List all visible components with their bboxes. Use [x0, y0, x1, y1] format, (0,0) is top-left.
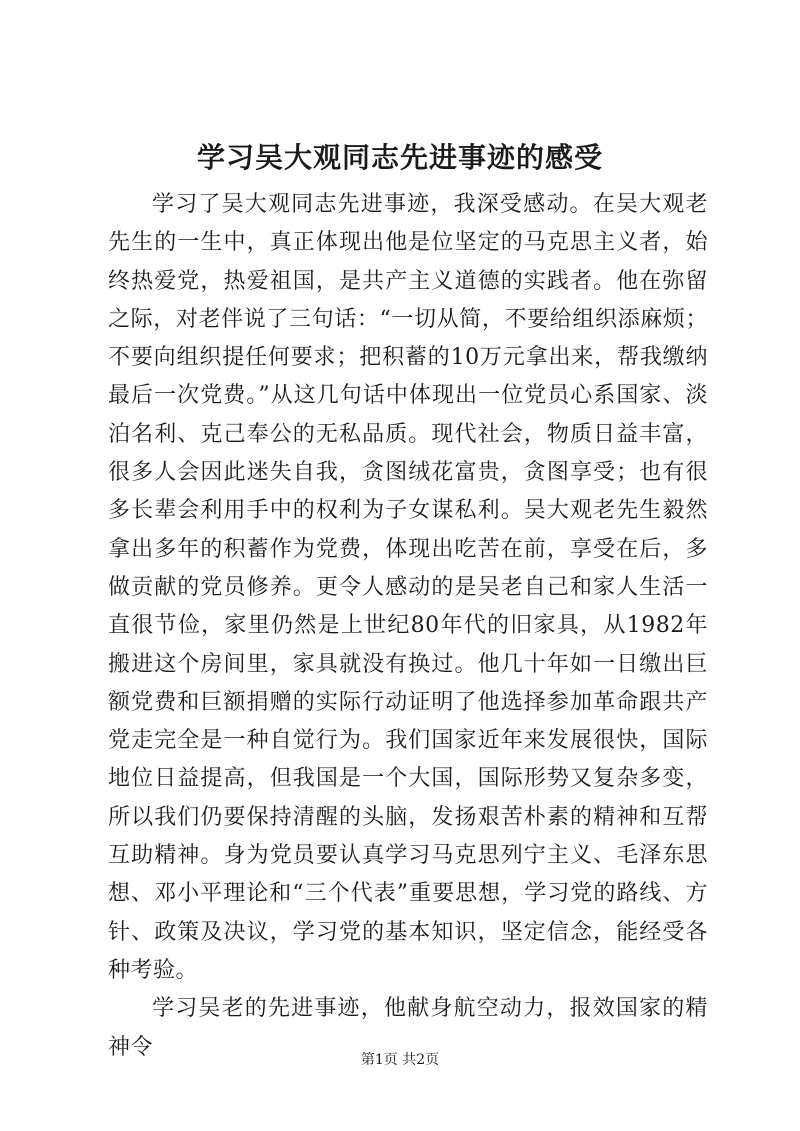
document-body	[108, 186, 708, 1067]
page-title: 学习吴大观同志先进事迹的感受	[196, 141, 603, 174]
paragraph-2: 学习吴老的先进事迹，他献身航空动力，报效国家的精神令	[108, 996, 708, 1060]
paragraph-1: 学习了吴大观同志先进事迹，我深受感动。在吴大观老先生的一生中，真正体现出他是位坚定的马克思主义者，始终热爱党，热爱祖国，是共产主义道德的实践者。他在弥留之际，对老伴说了三句话：“一切从简，不要给组织添麻烦；不要向组织提任何要求；把积蓄的10万元拿出来，帮我缴纳最后一次党费。”从这几句话中体现出一位党员心系国家、淡泊名利、克己奉公的无私品质。现代社会，物质日益丰富，很多人会因此迷失自我，贪图绒花富贵，贪图享受；也有很多长辈会利用手中的权利为子女谋私利。吴大观老先生毅然拿出多年的积蓄作为党费，体现出吃苦在前，享受在后，多做贡献的党员修养。更令人感动的是吴老自己和家人生活一直很节俭，家里仍然是上世纪80年代的旧家具，从1982年搬进这个房间里，家具就没有换过。他几十年如一日缴出巨额党费和巨额捐赠的实际行动证明了他选择参加革命跟共产党走完全是一种自觉行为。我们国家近年来发展很快，国际地位日益提高，但我国是一个大国，国际形势又复杂多变，所以我们仍要保持清醒的头脑，发扬艰苦朴素的精神和互帮互助精神。身为党员要认真学习马克思列宁主义、毛泽东思想、邓小平理论和“三个代表”重要思想，学习党的路线、方针、政策及决议，学习党的基本知识，坚定信念，能经受各种考验。	[108, 192, 708, 983]
page-number-footer: 第1页 共2页	[360, 1052, 440, 1068]
